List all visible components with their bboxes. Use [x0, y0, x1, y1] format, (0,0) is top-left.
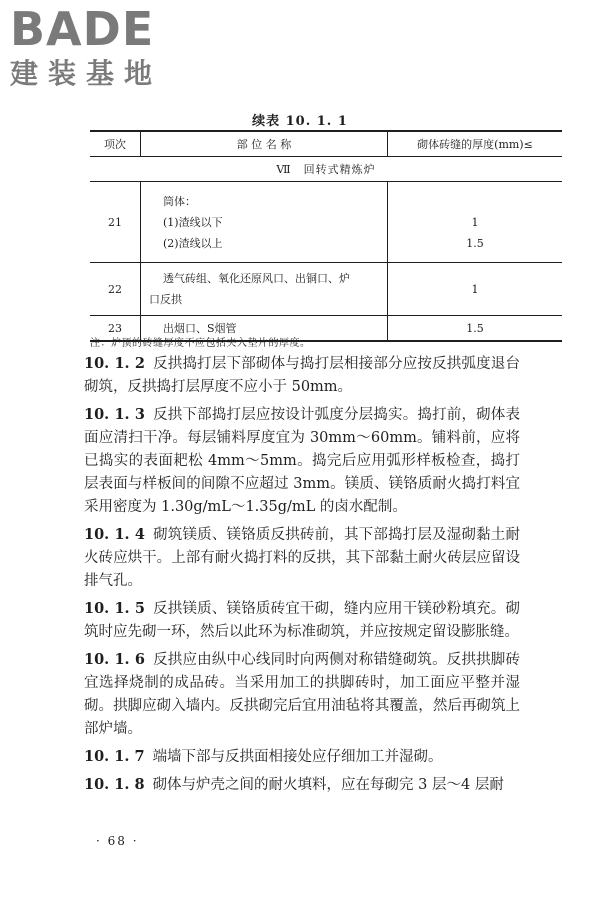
- row-no: 23: [90, 316, 141, 342]
- clause-text: 反拱捣打层下部砌体与捣打层相接部分应按反拱弧度退台砌筑，反拱捣打层厚度不应小于 50mm。: [84, 356, 520, 395]
- table-row: [90, 263, 562, 316]
- clause-10-1-4: [84, 523, 520, 593]
- clause-number: 10. 1. 5: [84, 600, 145, 617]
- part-line: 口反拱: [149, 293, 182, 306]
- clause-number: 10. 1. 2: [84, 355, 145, 372]
- value-line: 1: [471, 215, 479, 229]
- value-line: 1.5: [466, 236, 484, 250]
- header-joint-thickness: 砌体砖缝的厚度(mm)≤: [388, 131, 563, 157]
- row-no: 22: [90, 263, 141, 316]
- clause-text: 砌筑镁质、镁铬质反拱砖前，其下部捣打层及湿砌黏土耐火砖应烘干。上部有耐火捣打料的反拱，其下部黏土耐火砖层应留设排气孔。: [84, 527, 520, 589]
- row-no: 21: [90, 182, 141, 263]
- row-value: [388, 263, 563, 316]
- row-part: [141, 182, 388, 263]
- clause-10-1-3: [84, 403, 520, 519]
- logo-text-en: BADE: [10, 2, 155, 56]
- spec-table: [90, 130, 562, 342]
- clause-number: 10. 1. 4: [84, 526, 145, 543]
- clause-number: 10. 1. 3: [84, 406, 145, 423]
- clause-text: 反拱应由纵中心线同时向两侧对称错缝砌筑。反拱拱脚砖宜选择烧制的成品砖。当采用加工的拱脚砖时，加工面应平整并湿砌。拱脚应砌入墙内。反拱砌完后宜用油毡将其覆盖，然后再砌筑上部炉墙。: [84, 652, 520, 737]
- value-line: 1: [471, 282, 479, 296]
- clause-10-1-2: [84, 352, 520, 399]
- value-line: 1.5: [466, 321, 484, 335]
- clause-text: 砌体与炉壳之间的耐火填料，应在每砌完 3 层～4 层耐: [152, 777, 504, 793]
- section-title: Ⅶ 回转式精炼炉: [90, 157, 562, 182]
- logo-text-zh: 建装基地: [10, 57, 163, 90]
- header-part-name: 部 位 名 称: [141, 131, 388, 157]
- row-part: [141, 263, 388, 316]
- row-value: [388, 316, 563, 342]
- part-line: (2)渣线以上: [163, 236, 223, 250]
- clause-text: 端墙下部与反拱面相接处应仔细加工并湿砌。: [152, 749, 443, 765]
- part-line: (1)渣线以下: [163, 215, 223, 229]
- table-section-row: [90, 157, 562, 182]
- part-line: 出烟口、S烟管: [163, 321, 237, 335]
- clause-number: 10. 1. 6: [84, 651, 145, 668]
- clause-text: 反拱下部捣打层应按设计弧度分层捣实。捣打前，砌体表面应清扫干净。每层铺料厚度宜为 30mm～60mm。铺料前，应将已捣实的表面耙松 4mm～5mm。捣完后应用弧形样板检查，捣打层表面与样板间的间隙不应超过 3mm。镁质、镁铬质耐火捣打料宜采用密度为 1.30g/mL～1.35g/mL 的卤水配制。: [84, 407, 520, 515]
- body-text: [84, 352, 520, 801]
- part-line: 透气砖组、氧化还原风口、出铜口、炉: [163, 272, 350, 285]
- clause-number: 10. 1. 7: [84, 748, 145, 765]
- table-header-row: [90, 131, 562, 157]
- clause-text: 反拱镁质、镁铬质砖宜干砌，缝内应用干镁砂粉填充。砌筑时应先砌一环，然后以此环为标准砌筑，并应按规定留设膨胀缝。: [84, 601, 520, 640]
- table-note: 注：炉顶的砖缝厚度不应包括夹入垫片的厚度。: [90, 338, 311, 349]
- clause-10-1-6: [84, 648, 520, 741]
- table-caption: 续表 10. 1. 1: [252, 114, 348, 129]
- row-value: [388, 182, 563, 263]
- page-number: · 68 ·: [96, 834, 139, 848]
- clause-10-1-7: [84, 745, 520, 769]
- clause-number: 10. 1. 8: [84, 776, 145, 793]
- value-line: [392, 191, 558, 212]
- table-row: [90, 182, 562, 263]
- header-item-no: 项次: [90, 131, 141, 157]
- clause-10-1-8: [84, 773, 520, 797]
- clause-10-1-5: [84, 597, 520, 644]
- part-line: 筒体：: [163, 194, 196, 208]
- logo: [10, 4, 170, 94]
